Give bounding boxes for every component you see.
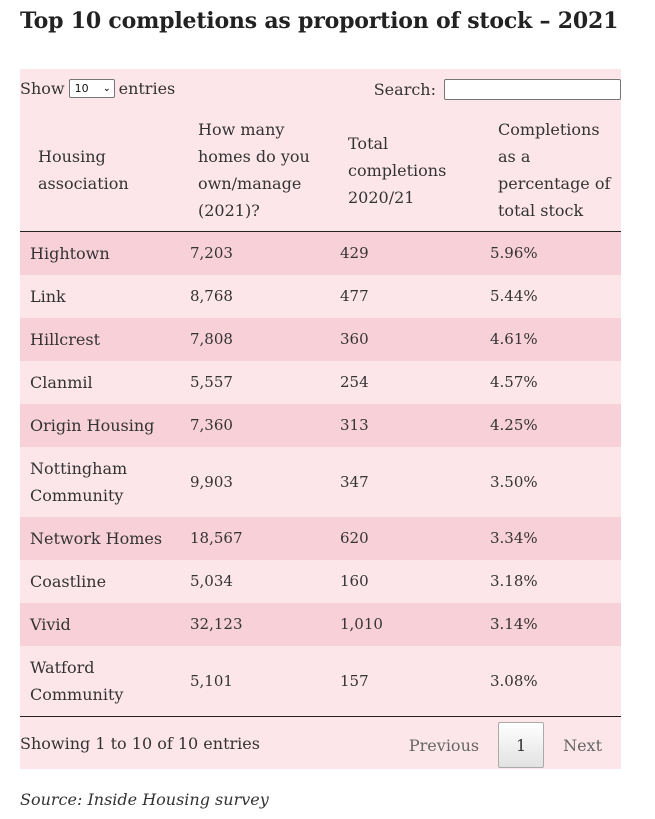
page-length-select[interactable]	[69, 79, 115, 98]
cell-total-completions: 620	[340, 529, 369, 547]
table-body	[20, 232, 621, 717]
data-table	[20, 109, 621, 717]
cell-homes-owned: 7,203	[190, 244, 233, 262]
table-row	[20, 404, 621, 447]
table-row	[20, 447, 621, 517]
column-header-total-completions[interactable]	[330, 109, 480, 232]
cell-completions-percentage: 3.50%	[490, 472, 538, 491]
cell-homes-owned: 9,903	[190, 472, 233, 491]
cell-housing-association: Nottingham Community	[30, 459, 128, 505]
table-row	[20, 646, 621, 717]
cell-housing-association: Origin Housing	[30, 416, 155, 435]
entries-label: entries	[118, 79, 176, 98]
table-header	[20, 109, 621, 232]
cell-homes-owned: 5,034	[190, 572, 233, 590]
cell-total-completions: 429	[340, 244, 369, 262]
previous-button[interactable]: Previous	[408, 735, 480, 755]
cell-completions-percentage: 4.25%	[490, 416, 538, 434]
cell-completions-percentage: 5.44%	[490, 287, 538, 305]
cell-housing-association: Clanmil	[30, 373, 93, 392]
cell-completions-percentage: 3.34%	[490, 529, 538, 547]
cell-total-completions: 347	[340, 472, 369, 491]
column-header-label: How many homes do you own/manage (2021)?	[198, 120, 310, 220]
table-row	[20, 232, 621, 276]
column-header-housing-association[interactable]	[20, 109, 180, 232]
cell-homes-owned: 7,360	[190, 416, 233, 434]
cell-homes-owned: 5,101	[180, 646, 330, 717]
cell-completions-percentage: 4.61%	[490, 330, 538, 348]
cell-homes-owned: 18,567	[190, 529, 243, 547]
table-row	[20, 560, 621, 603]
column-header-homes-owned[interactable]	[180, 109, 330, 232]
show-label: Show	[20, 79, 65, 98]
page-title: Top 10 completions as proportion of stock – 2021	[20, 8, 619, 34]
pagination	[390, 721, 621, 769]
cell-completions-percentage: 3.08%	[480, 646, 621, 717]
cell-total-completions: 254	[340, 373, 369, 391]
cell-completions-percentage: 5.96%	[490, 244, 538, 262]
cell-homes-owned: 5,557	[190, 373, 233, 391]
header-row	[20, 109, 621, 232]
cell-homes-owned: 32,123	[190, 615, 243, 633]
table-footer	[20, 721, 621, 769]
search-control	[374, 79, 621, 100]
table-row	[20, 361, 621, 404]
cell-total-completions: 157	[330, 646, 480, 717]
table-row	[20, 517, 621, 560]
search-input[interactable]	[444, 79, 621, 100]
page-length-value: 10	[74, 82, 89, 95]
cell-housing-association: Hightown	[30, 244, 110, 263]
cell-housing-association: Hillcrest	[30, 330, 101, 349]
cell-housing-association: Link	[30, 287, 66, 306]
column-header-label: Total completions 2020/21	[348, 133, 447, 207]
cell-housing-association: Coastline	[30, 572, 107, 591]
cell-total-completions: 1,010	[340, 615, 383, 633]
cell-housing-association: Network Homes	[30, 529, 163, 548]
search-label: Search:	[373, 80, 436, 99]
source-note: Source: Inside Housing survey	[20, 790, 269, 809]
cell-total-completions: 477	[340, 287, 369, 305]
column-header-label: Completions as a percentage of total stock	[498, 120, 611, 220]
cell-completions-percentage: 3.14%	[490, 615, 538, 633]
page-1-button[interactable]: 1	[498, 722, 544, 768]
cell-housing-association: Watford Community	[20, 646, 180, 717]
table-row	[20, 603, 621, 646]
data-table-wrapper	[20, 69, 621, 769]
cell-completions-percentage: 4.57%	[490, 373, 538, 391]
table-row	[20, 318, 621, 361]
table-info: Showing 1 to 10 of 10 entries	[20, 734, 260, 753]
cell-housing-association: Vivid	[30, 615, 71, 634]
cell-homes-owned: 7,808	[190, 330, 233, 348]
length-control	[20, 79, 175, 98]
cell-completions-percentage: 3.18%	[490, 572, 538, 590]
column-header-completions-percentage[interactable]	[480, 109, 621, 232]
table-controls	[20, 79, 621, 103]
cell-total-completions: 360	[340, 330, 369, 348]
next-button[interactable]: Next	[563, 735, 602, 755]
cell-total-completions: 313	[340, 416, 369, 434]
chevron-down-icon: ⌄	[103, 83, 111, 94]
column-header-label: Housing association	[38, 147, 129, 193]
table-row	[20, 275, 621, 318]
cell-homes-owned: 8,768	[190, 287, 233, 305]
cell-total-completions: 160	[340, 572, 369, 590]
